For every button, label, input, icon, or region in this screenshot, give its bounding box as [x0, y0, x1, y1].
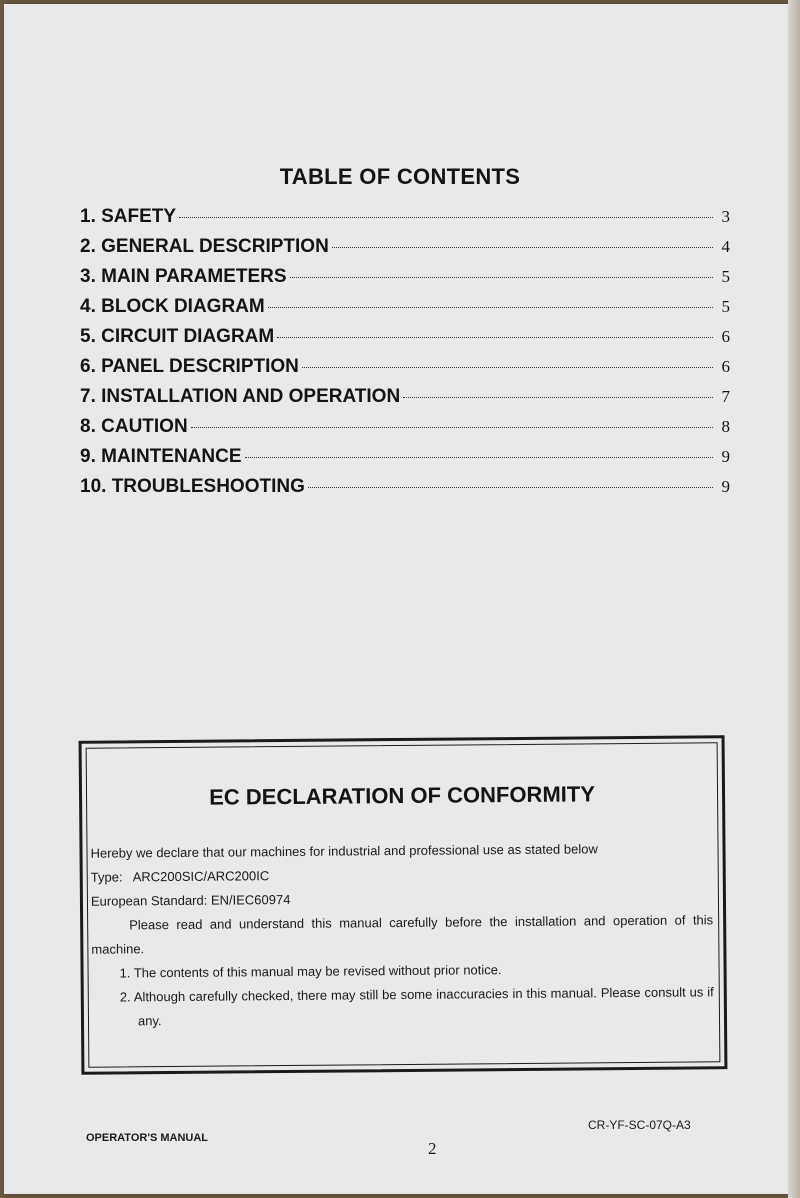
toc-entry-page: 5: [721, 297, 730, 316]
toc-entry: [80, 296, 730, 326]
toc-entry: [80, 206, 730, 236]
toc-dot-leader: [245, 457, 713, 458]
footer-manual-label: OPERATOR'S MANUAL: [86, 1132, 208, 1144]
table-of-contents: [80, 206, 730, 506]
toc-entry: [80, 356, 730, 386]
toc-entry: [80, 446, 730, 476]
toc-dot-leader: [332, 247, 713, 248]
ec-read-notice: Please read and understand this manual carefully before the installation and operation of this machine.: [91, 912, 714, 957]
toc-dot-leader: [268, 307, 713, 308]
footer-document-code: CR-YF-SC-07Q-A3: [588, 1118, 691, 1132]
ec-type: Type: ARC200SIC/ARC200IC: [90, 868, 270, 885]
toc-dot-leader: [302, 367, 713, 368]
toc-entry-page: 5: [721, 267, 730, 286]
footer-page-number: 2: [428, 1139, 437, 1158]
ec-body: [90, 836, 714, 1033]
toc-entry: [80, 266, 730, 296]
toc-dot-leader: [191, 427, 713, 428]
toc-entry: [80, 326, 730, 356]
toc-entry-page: 9: [721, 477, 730, 496]
toc-entry: [80, 386, 730, 416]
toc-entry-label: 8. CAUTION: [80, 416, 188, 437]
toc-entry: [80, 476, 730, 506]
toc-dot-leader: [308, 487, 713, 488]
toc-entry-label: 6. PANEL DESCRIPTION: [80, 356, 299, 377]
ec-note-2: 2. Although carefully checked, there may still be some inaccuracies in this manual. Please consult us if any.: [119, 984, 714, 1029]
toc-entry: [80, 416, 730, 446]
toc-entry-page: 8: [721, 417, 730, 436]
toc-entry-label: 9. MAINTENANCE: [80, 446, 242, 467]
toc-entry-label: 1. SAFETY: [80, 206, 177, 227]
toc-dot-leader: [179, 217, 713, 218]
toc-entry-label: 5. CIRCUIT DIAGRAM: [80, 326, 275, 347]
ec-standard: European Standard: EN/IEC60974: [90, 891, 291, 909]
toc-entry-label: 7. INSTALLATION AND OPERATION: [80, 386, 401, 407]
toc-entry-label: 10. TROUBLESHOOTING: [80, 476, 305, 497]
toc-entry-page: 6: [721, 327, 730, 346]
ec-title: EC DECLARATION OF CONFORMITY: [209, 781, 596, 810]
toc-entry-page: 4: [721, 237, 730, 256]
toc-dot-leader: [403, 397, 713, 398]
toc-entry-page: 6: [721, 357, 730, 376]
ec-note-1: 1. The contents of this manual may be revised without prior notice.: [119, 962, 502, 981]
toc-title: TABLE OF CONTENTS: [279, 164, 521, 189]
ec-intro: Hereby we declare that our machines for industrial and professional use as stated below: [90, 841, 598, 861]
toc-entry-page: 7: [721, 387, 730, 406]
toc-entry-page: 9: [721, 447, 730, 466]
toc-entry-label: 4. BLOCK DIAGRAM: [80, 296, 265, 317]
toc-dot-leader: [277, 337, 713, 338]
toc-entry-label: 3. MAIN PARAMETERS: [80, 266, 287, 287]
toc-entry: [80, 236, 730, 266]
toc-entry-label: 2. GENERAL DESCRIPTION: [80, 236, 329, 257]
toc-entry-page: 3: [721, 207, 730, 226]
toc-dot-leader: [290, 277, 713, 278]
ec-declaration-box: [79, 735, 728, 1075]
